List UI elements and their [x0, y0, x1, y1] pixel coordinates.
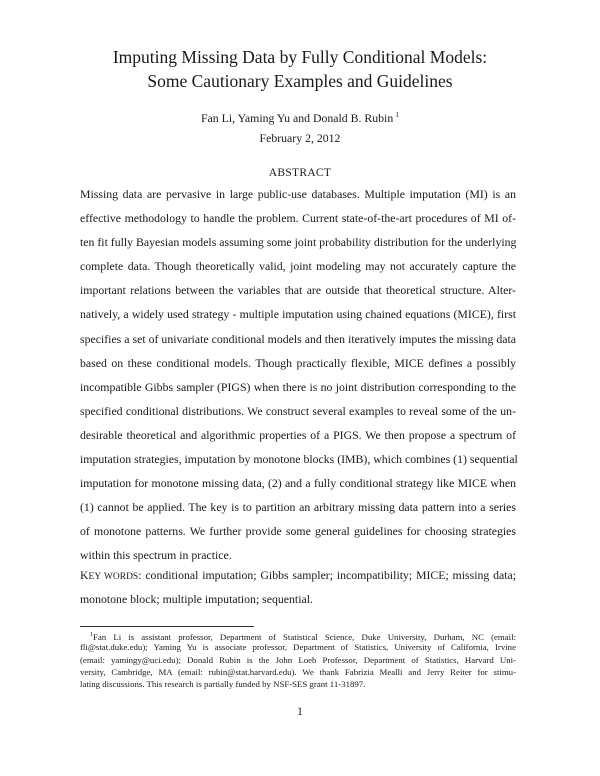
abstract-line: specified conditional distributions. We construct several examples to reveal some of the un-	[80, 403, 516, 418]
title-line-2: Some Cautionary Examples and Guidelines	[147, 71, 453, 91]
keywords-text-1: conditional imputation; Gibbs sampler; incompatibility; MICE; missing data;	[145, 568, 516, 582]
footnote-line-1-text: Fan Li is assistant professor, Department of Statistical Science, Duke University, Durham, NC (email:	[93, 632, 516, 642]
author-names: Fan Li, Yaming Yu and Donald B. Rubin	[200, 111, 394, 125]
abstract-line: (1) cannot be applied. The key is to partition an arbitrary missing data pattern into a series	[80, 500, 516, 515]
abstract-line: incompatible Gibbs sampler (PIGS) when there is no joint distribution corresponding to the	[80, 379, 516, 394]
paper-title	[0, 45, 600, 93]
footnote-mark: 1	[90, 632, 93, 638]
footnote-line: versity, Cambridge, MA (email: rubin@stat.harvard.edu). We thank Fabrizia Mealli and Jerry Reiter for stimu-	[80, 666, 516, 677]
abstract-line: imputation for monotone missing data, (2) and a fully conditional strategy like MICE when	[80, 476, 516, 491]
author-footnote-mark[interactable]: 1	[395, 110, 399, 119]
abstract-line: of monotone patterns. We further provide some general guidelines for choosing strategies	[80, 524, 516, 539]
keywords-label	[80, 568, 142, 582]
keywords-label-initial: K	[80, 568, 89, 582]
abstract-line: complete data. Though theoretically valid, joint modeling may not accurately capture the	[80, 259, 516, 274]
keywords-line-1	[80, 563, 516, 587]
keywords-text-2: monotone block; multiple imputation; sequential.	[80, 592, 313, 607]
abstract-line: natively, a widely used strategy - multiple imputation using chained equations (MICE), first	[80, 307, 516, 322]
author-list	[0, 107, 600, 126]
footnote-line: (email: yamingy@uci.edu); Donald Rubin is the John Loeb Professor, Department of Statistics, Harvard Uni-	[80, 654, 516, 665]
abstract-line: ten fit fully Bayesian models assuming some joint probability distribution for the underlying	[80, 235, 517, 250]
footnote-line: lating discussions. This research is partially funded by NSF-SES grant 11-31897.	[80, 679, 366, 690]
title-line-1: Imputing Missing Data by Fully Conditional Models:	[112, 47, 488, 67]
footnote-line: fli@stat.duke.edu); Yaming Yu is associate professor, Department of Statistics, University of California, Irvine	[80, 642, 516, 653]
abstract-line: imputation strategies, imputation by monotone blocks (IMB), which combines (1) sequential	[80, 452, 518, 467]
paper-date: February 2, 2012	[259, 131, 341, 145]
keywords-label-rest: EY WORDS	[88, 572, 139, 582]
keywords-block	[80, 563, 516, 611]
abstract-line: within this spectrum in practice.	[80, 548, 232, 563]
abstract-body	[80, 182, 516, 568]
abstract-line: specifies a set of univariate conditional models and then iteratively imputes the missing data	[80, 331, 516, 346]
keywords-label-colon: :	[138, 568, 142, 582]
footnote-line	[80, 629, 516, 641]
abstract-line: effective methodology to handle the problem. Current state-of-the-art procedures of MI of-	[80, 211, 516, 226]
abstract-line: Missing data are pervasive in large public-use databases. Multiple imputation (MI) is an	[80, 187, 516, 201]
abstract-line: based on these conditional models. Though practically flexible, MICE defines a possibly	[80, 355, 516, 370]
abstract-heading: ABSTRACT	[268, 167, 332, 179]
page-number: 1	[297, 704, 303, 718]
author-footnote	[80, 629, 516, 690]
abstract-line: important relations between the variables that are outside that theoretical structure. Alter-	[80, 283, 516, 298]
footnote-rule	[80, 626, 254, 627]
abstract-line: desirable theoretical and algorithmic properties of a PIGS. We then propose a spectrum of	[80, 427, 516, 442]
